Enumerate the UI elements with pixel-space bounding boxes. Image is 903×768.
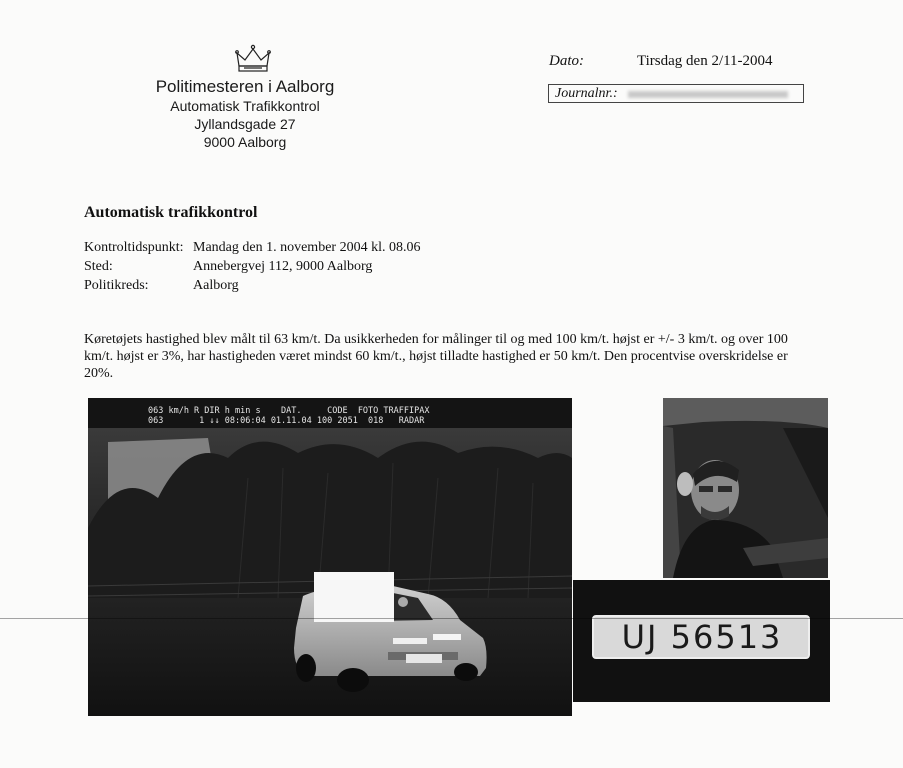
license-plate-photo [573, 580, 830, 702]
field-label-time: Kontroltidspunkt: [84, 240, 184, 255]
sender-block [120, 77, 370, 151]
journal-number-redacted [628, 91, 788, 98]
date-value: Tirsdag den 2/11-2004 [637, 53, 773, 69]
speed-paragraph: Køretøjets hastighed blev målt til 63 km/t. Da usikkerheden for målinger til og med 100 km/t. højst er +/- 3 km/t. og over 100 km/t. højst er 3%, har hastigheden været mindst 60 km/t., højst tilladte hastighed er 50 km/t. Den procentvise overskridelse er 20%. [84, 332, 788, 381]
date-label: Dato: [549, 53, 584, 69]
crown-emblem-icon [234, 44, 272, 74]
office-name: Politimesteren i Aalborg [155, 77, 335, 96]
traffic-camera-photo [88, 398, 572, 716]
driver-photo [663, 398, 828, 578]
scan-line-divider [0, 618, 903, 619]
city-address: 9000 Aalborg [203, 134, 287, 150]
traffic-camera-image [88, 398, 572, 716]
field-value-time: Mandag den 1. november 2004 kl. 08.06 [193, 240, 421, 255]
journal-number-box [548, 84, 804, 103]
journal-label: Journalnr.: [555, 86, 618, 101]
plate-number: UJ 56513 [621, 618, 783, 656]
document-heading: Automatisk trafikkontrol [84, 204, 258, 221]
field-label-district: Politikreds: [84, 278, 149, 293]
hud-line-2: 063 1 ↓↓ 08:06:04 01.11.04 100 2051 018 RADAR [148, 416, 425, 426]
hud-line-1: 063 km/h R DIR h min s DAT. CODE FOTO TRAFFIPAX [148, 406, 430, 416]
camera-data-overlay [148, 406, 429, 426]
street-address: Jyllandsgade 27 [194, 116, 296, 132]
censor-rectangle [314, 572, 394, 622]
department: Automatisk Trafikkontrol [170, 98, 320, 114]
field-value-district: Aalborg [193, 278, 239, 293]
driver-image [663, 398, 828, 578]
field-label-place: Sted: [84, 259, 113, 274]
field-value-place: Annebergvej 112, 9000 Aalborg [193, 259, 373, 274]
